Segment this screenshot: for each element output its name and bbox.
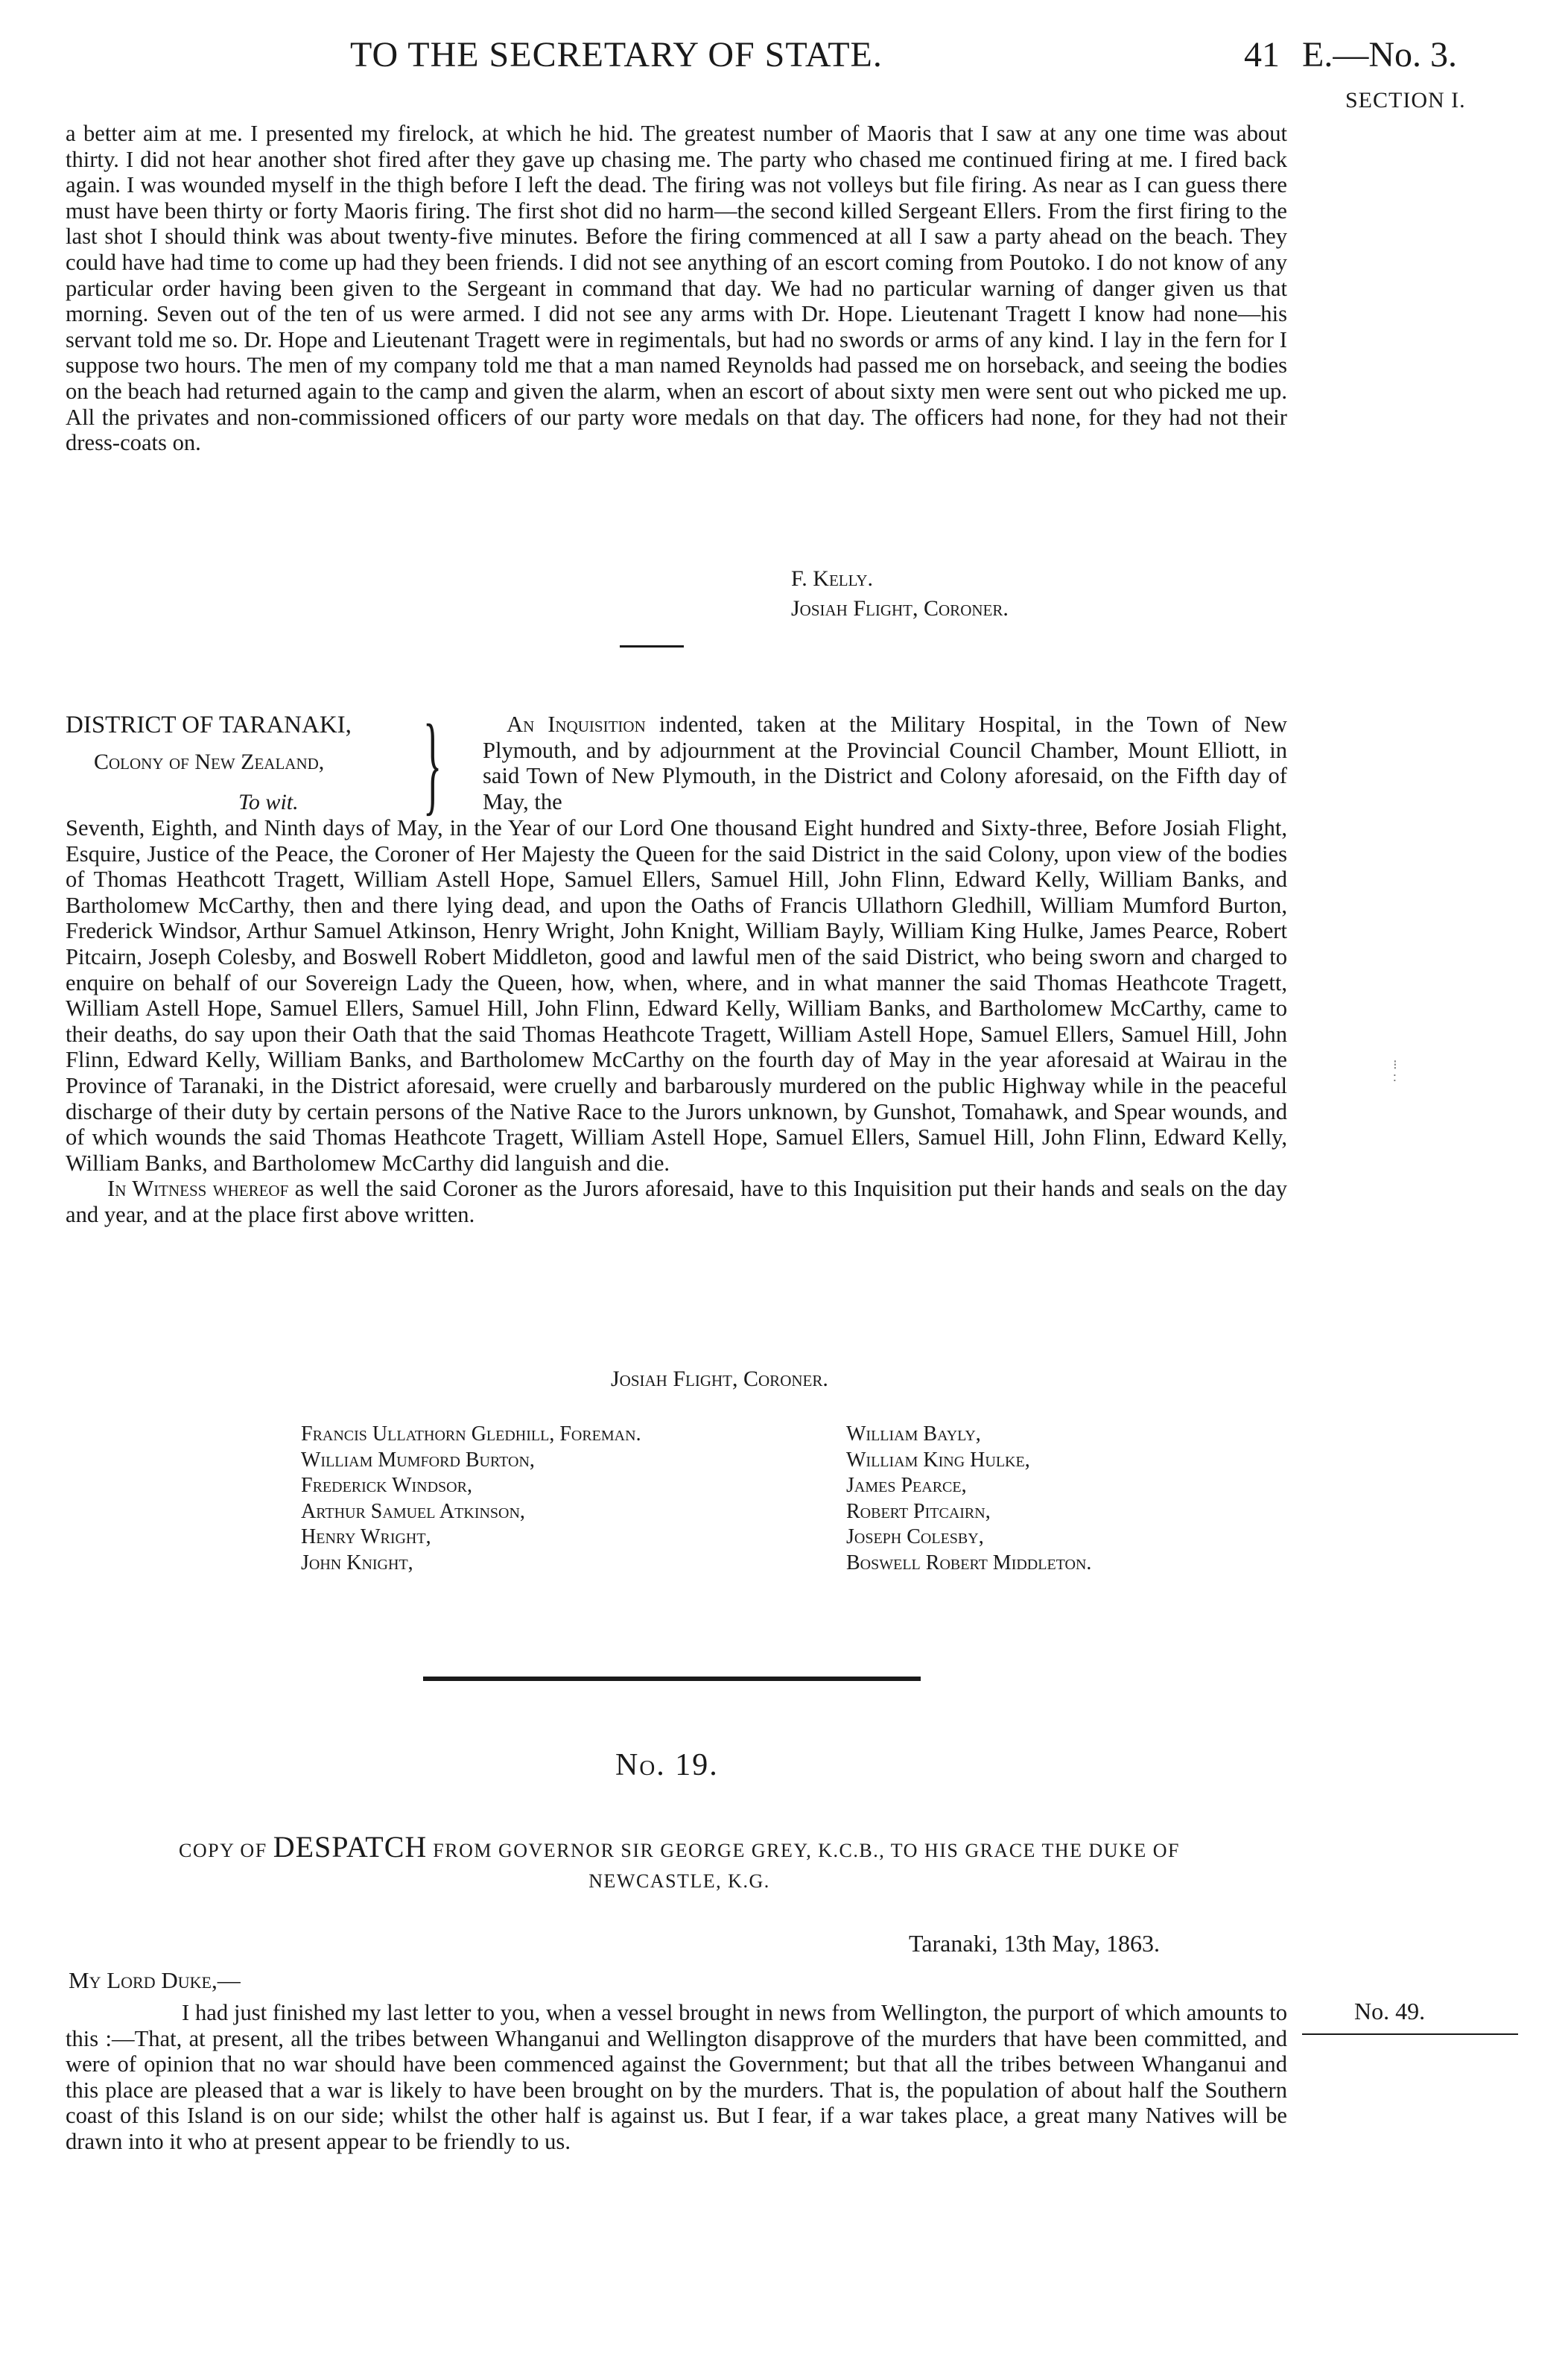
coroner-signature: Josiah Flight, Coroner.	[791, 596, 1009, 621]
juror-name: Arthur Samuel Atkinson,	[301, 1499, 525, 1523]
colony-heading: Colony of New Zealand,	[94, 750, 325, 774]
juror-name: William Bayly,	[846, 1422, 981, 1446]
jurors-left-column	[301, 1422, 641, 1577]
inquisition-coroner-signature: Josiah Flight, Coroner.	[611, 1367, 828, 1391]
margin-reference-rule	[1302, 2033, 1518, 2035]
deponent-signature: F. Kelly.	[791, 566, 873, 591]
district-heading: DISTRICT OF TARANAKI,	[66, 712, 352, 738]
despatch-heading-word: DESPATCH	[273, 1830, 428, 1864]
jurors-right-column	[846, 1422, 1091, 1577]
inquisition-opening-text: indented, taken at the Military Hospital, in the Town of New Plymouth, and by adjournment at the Provincial Council Chamber, Mount Elliott, in said Town of New Plymouth, in the District and Colony aforesaid, on the Fifth day of May, the	[483, 712, 1287, 814]
page-number: 41	[1244, 35, 1280, 75]
long-divider	[423, 1677, 921, 1681]
despatch-heading-line2: NEWCASTLE, K.G.	[588, 1870, 770, 1892]
juror-name: John Knight,	[301, 1551, 413, 1574]
despatch-heading	[69, 1829, 1290, 1864]
despatch-paragraph: I had just finished my last letter to you, when a vessel brought in news from Wellington, the purport of which amounts to this :—That, at present, all the tribes between Whanganui and Wellington disapprove of the murders that have been committed, and were of opinion that no war should have been commenced against the Government; but that all the tribes between Whanganui and this place are pleased that a war is likely to have been brought on by the murders. That is, the population of about half the Southern coast of this Island is on our side; whilst the other half is against us. But I fear, if a war takes place, a great many Natives will be drawn into it who at present appear to be friendly to us.	[66, 2000, 1287, 2154]
despatch-heading-pre: COPY OF	[179, 1840, 267, 1861]
deposition-paragraph: a better aim at me. I presented my firelock, at which he hid. The greatest number of Maoris that I saw at any one time was about thirty. I did not hear another shot fired after they gave up chasing me. The party who chased me continued firing at me. I fired back again. I was wounded myself in the thigh before I left the dead. The firing was not volleys but file firing. As near as I can guess there must have been thirty or forty Maoris firing. The first shot did no harm—the second killed Sergeant Ellers. From the first firing to the last shot I should think was about twenty-five minutes. Before the firing commenced at all I saw a party ahead on the beach. They could have had time to come up had they been friends. I did not see anything of an escort coming from Poutoko. I do not know of any particular order having been given to the Sergeant in command that day. We had no particular warning of danger given us that morning. Seven out of the ten of us were armed. I did not see any arms with Dr. Hope. Lieutenant Tragett I know had none—his servant told me so. Dr. Hope and Lieutenant Tragett were in regimentals, but had no swords or arms of any kind. I lay in the fern for I suppose two hours. The men of my company told me that a man named Reynolds had passed me on horseback, and seeing the bodies on the beach had returned again to the camp and given the alarm, when an escort of about sixty men were sent out who picked me up. All the privates and non-commissioned officers of our party wore medals on that day. The officers had none, for they had not their dress-coats on.	[66, 121, 1287, 456]
juror-name: Joseph Colesby,	[846, 1525, 984, 1549]
despatch-salutation: My Lord Duke,—	[69, 1967, 241, 1993]
despatch-number: No. 19.	[615, 1748, 719, 1782]
juror-name: James Pearce,	[846, 1474, 967, 1498]
juror-name: Francis Ullathorn Gledhill, Foreman.	[301, 1422, 641, 1446]
juror-name: Robert Pitcairn,	[846, 1499, 991, 1523]
despatch-body	[66, 2000, 1287, 2155]
juror-name: William King Hulke,	[846, 1448, 1030, 1472]
inquisition-opening-caps: An Inquisition	[507, 712, 646, 737]
to-wit-label: To wit.	[238, 790, 299, 814]
brace-glyph: }	[423, 702, 442, 826]
witness-caps: In Witness whereof	[107, 1176, 289, 1202]
juror-name: Henry Wright,	[301, 1525, 431, 1549]
short-divider	[620, 645, 684, 648]
running-head-title: TO THE SECRETARY OF STATE.	[350, 35, 883, 75]
juror-name: Frederick Windsor,	[301, 1474, 472, 1498]
witness-text: as well the said Coroner as the Jurors aforesaid, have to this Inquisition put their hands and seals on the day and year, and at the place first above written.	[66, 1176, 1288, 1227]
document-reference: E.—No. 3.	[1302, 35, 1457, 75]
despatch-dateline: Taranaki, 13th May, 1863.	[909, 1930, 1160, 1957]
inquisition-opening	[483, 712, 1287, 814]
section-label: SECTION I.	[1345, 88, 1466, 113]
despatch-heading-post: FROM GOVERNOR SIR GEORGE GREY, K.C.B., TO HIS GRACE THE DUKE OF	[433, 1840, 1180, 1861]
inquisition-body-text: Seventh, Eighth, and Ninth days of May, in the Year of our Lord One thousand Eight hundred and Sixty-three, Before Josiah Flight, Esquire, Justice of the Peace, the Coroner of Her Majesty the Queen for the said District in the said Colony, upon view of the bodies of Thomas Heathcott Tragett, William Astell Hope, Samuel Ellers, Samuel Hill, John Flinn, Edward Kelly, William Banks, and Bartholomew McCarthy, then and there lying dead, and upon the Oaths of Francis Ullathorn Gledhill, William Mumford Burton, Frederick Windsor, Arthur Samuel Atkinson, Henry Wright, John Knight, William Bayly, William King Hulke, James Pearce, Robert Pitcairn, Joseph Colesby, and Boswell Robert Middleton, good and lawful men of the said District, who being sworn and charged to enquire on behalf of our Sovereign Lady the Queen, how, when, where, and in what manner the said Thomas Heathcote Tragett, William Astell Hope, Samuel Ellers, Samuel Hill, John Flinn, Edward Kelly, William Banks, and Bartholomew McCarthy, came to their deaths, do say upon their Oath that the said Thomas Heathcote Tragett, William Astell Hope, Samuel Ellers, Samuel Hill, John Flinn, Edward Kelly, William Banks, and Bartholomew McCarthy on the fourth day of May in the year aforesaid at Wairau in the Province of Taranaki, in the District aforesaid, were cruelly and barbarously murdered on the public Highway while in the peaceful discharge of their duty by certain persons of the Native Race to the Jurors unknown, by Gunshot, Tomahawk, and Spear wounds, and of which wounds the said Thomas Heathcote Tragett, William Astell Hope, Samuel Ellers, Samuel Hill, John Flinn, Edward Kelly, William Banks, and Bartholomew McCarthy did languish and die.	[66, 815, 1287, 1176]
scan-specks: ⁝ ∶	[1393, 1057, 1397, 1086]
juror-name: Boswell Robert Middleton.	[846, 1551, 1092, 1574]
margin-reference: No. 49.	[1354, 1998, 1426, 2024]
deposition-text	[66, 121, 1287, 456]
juror-name: William Mumford Burton,	[301, 1448, 535, 1472]
inquisition-body	[66, 815, 1287, 1228]
